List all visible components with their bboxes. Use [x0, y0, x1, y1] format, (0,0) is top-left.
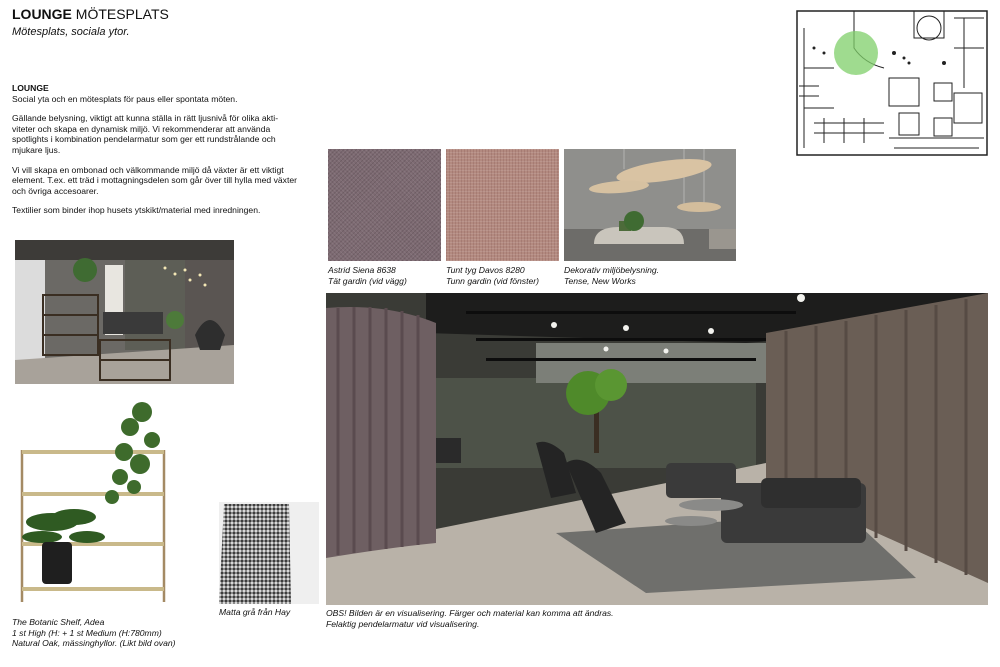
swatch-2-use: Tunn gardin (vid fönster) — [446, 275, 539, 286]
plan-highlight-area — [834, 31, 878, 75]
render-caption-note: Felaktig pendelarmatur vid visualisering. — [326, 618, 480, 629]
description-paragraph-3: Vi vill skapa en ombonad och välkommande miljö då växter är ett viktigt element. T.ex. ett träd i mottagningsdelen som går över till hylla med växter och övriga accesoarer. — [12, 164, 298, 196]
swatch-3-use: Tense, New Works — [564, 275, 636, 286]
swatch-caption-3 — [564, 265, 736, 286]
botanic-shelf-photo — [12, 392, 172, 606]
swatch-1-name: Astrid Siena 8638 — [328, 265, 396, 275]
render-caption-disclaimer: OBS! Bilden är en visualisering. Färger och material kan komma att ändras. — [326, 608, 614, 618]
shelf-caption — [12, 617, 212, 649]
description-heading: LOUNGE — [12, 83, 49, 93]
lounge-render-small — [15, 240, 234, 384]
page-subtitle: Mötesplats, sociala ytor. — [12, 26, 130, 38]
swatch-2-name: Tunt tyg Davos 8280 — [446, 265, 525, 275]
shelf-caption-material: Natural Oak, mässinghyllor. (Likt bild ovan) — [12, 638, 176, 649]
pendant-lamp-photo — [564, 149, 736, 261]
swatch-caption-2 — [446, 265, 564, 286]
page-title: LOUNGE MÖTESPLATS — [12, 6, 169, 22]
swatch-3-name: Dekorativ miljöbelysning. — [564, 265, 660, 275]
fabric-swatch-davos — [446, 149, 559, 261]
shelf-caption-name: The Botanic Shelf, Adea — [12, 617, 105, 627]
rug-photo — [219, 502, 319, 604]
fabric-swatch-astrid — [328, 149, 441, 261]
swatch-caption-1 — [328, 265, 446, 286]
floor-plan-image — [794, 8, 990, 158]
description-paragraph-2: Gällande belysning, viktigt att kunna ställa in rätt ljusnivå för olika akti-viteter och skapa en dynamisk miljö. Vi rekommenderar att använda spotlights i kombination pendelarmatur som ger ett rundstrålande och mjukare ljus. — [12, 113, 279, 155]
lounge-render-main — [326, 293, 988, 605]
render-caption — [326, 608, 826, 629]
rug-caption: Matta grå från Hay — [219, 607, 291, 617]
description-paragraph-4: Textilier som binder ihop husets ytskikt/material med inredningen. — [12, 205, 261, 216]
shelf-caption-size: 1 st High (H: + 1 st Medium (H:780mm) — [12, 627, 162, 638]
description-paragraph-1: Social yta och en mötesplats för paus eller spontata möten. — [12, 93, 238, 104]
swatch-1-use: Tät gardin (vid vägg) — [328, 275, 407, 286]
floor-plan-drawing — [794, 8, 990, 158]
description-block — [12, 83, 297, 225]
